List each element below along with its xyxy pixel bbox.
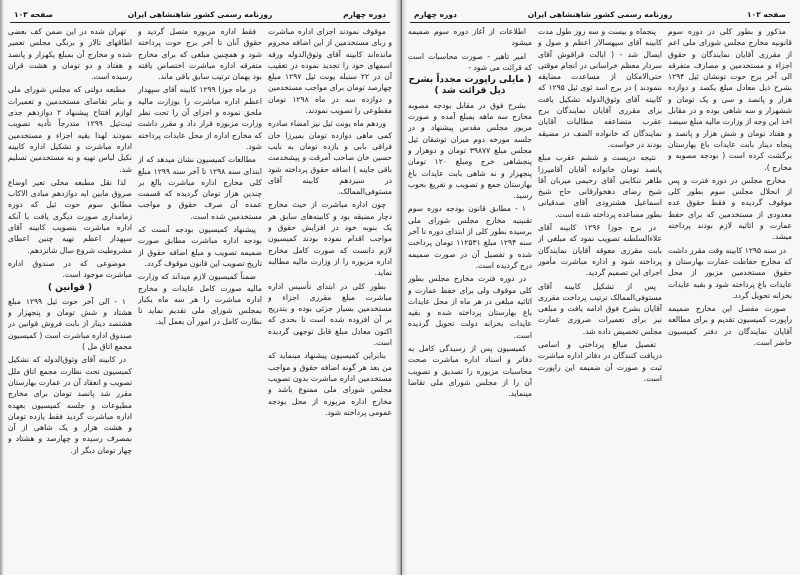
paragraph: موضوعی که در صندوق اداره مباشرت موجود است. xyxy=(8,258,132,280)
text-column xyxy=(268,26,392,569)
paragraph: موقوف نمودند اجزای اداره مباشرت و ربای مستخدمین از این اضافه محروم مانده‌اند کابینه آقای وثوق‌الدوله ورقه اسمهای خود را تجدید نموده در تعقیب آن در ۲۲ سنبله یونت ئیل ۱۲۹۷ مبلغ چهارصد تومان برای مواجب مستخدمین و دوازده سه در ماه ۱۲۹۸ تومان مقطوعی را تصویب نمودند. xyxy=(268,27,392,116)
paragraph: لذا نقل مطبعه محلی تعیر اوضاع صروق مابین ابه دوازدهم مبادی الاکاب مطابق سوم حوت ئیل که دوره زمامداری صورت دیگری یافت با آنکه اداره مباشرت بتصویب کابینه آقای سپهدار اعظم تهیه چنین اعطای مشروطیت شروع سال شانزدهم. xyxy=(8,177,132,255)
section-heading: ( مایلی راپورت مجدداً بشرح ذیل قرائت شد ) xyxy=(408,75,532,97)
page-number: صفحه ۱۰۳ xyxy=(14,10,53,19)
volume-label: دوره چهارم xyxy=(414,10,457,19)
paragraph: کمیسیون پس از رسیدگی کامل به دفاتر و اسناد اداره مباشرت صحت محاسبات مزبوره را تصدیق و تصویب آن را از مجلس شورای ملی تقاضا مینماید. xyxy=(408,344,532,399)
left-page-header xyxy=(10,8,390,23)
paragraph: تفصیل مبالغ پرداختی و اسامی دریافت کنندگان در دفاتر اداره مباشرت ثبت و صورت آن ضمیمه این راپورت است. xyxy=(538,340,662,383)
right-page-columns xyxy=(408,26,792,569)
volume-label: دوره چهارم xyxy=(343,10,386,19)
paragraph: در ماه جوزا ۱۲۹۹ کابینه آقای سپهدار اعظم اداره مباشرت را بوزارت مالیه ملحق نموده و اجزای آن را تحت نظر وزارت مزبوره قرار داد و مقرر داشت که مخارج اداره از محل عایدات پرداخته شود. xyxy=(138,85,262,151)
paragraph: بشرح فوق در مقابل بودجه مصوبه مخارج سه ماهه بمبلغ آمده و صورت مزبور مجلس مقدس پیشنهاد و در جلسه مورخه دوم میزان توشقان ئیل مجلس مبلغ ۳۹۸۷۷ تومان و دوهزار و پنجشاهی خرج ومبلغ ۱۲۰ تومان پنجهزار و نه شاهی بابت عایدات باغ بهارستان جمع و تصویب و تفریغ بحوب رسید. xyxy=(408,100,532,201)
paragraph: امیر تاهیر - صورت محاسبات است که قرائت می شود - xyxy=(408,51,532,72)
paragraph: مطالعات کمیسیون نشان میدهد که از ابتدای سنه ۱۲۹۸ تا آخر سنه ۱۲۹۹ مبلغ کلی مخارج اداره مباشرت بالغ بر چندین هزار تومان گردیده که قسمت عمده آن صرف حقوق و مواجب مستخدمین شده است. xyxy=(138,155,262,221)
paragraph: تهران شده در این ضمن کف بعضی اطاقهای تالار و برنگی مجلس تعمیر شده و مخارج آن بمبلغ یکهزار و پانصد و هفتاد و دو تومان و هشت قران رسیده است. xyxy=(8,27,132,82)
paragraph: وردهم ماه یونت ئیل نیز امضاء صادره کمی ماهی دوازده تومان بمیرزا خان فراقی بابی و یازده تومان به نایب حسین خان صاحب آمرقت و پیشخدمت باقی جاینه ) اضافه حقوق پرداخته شود در سیزدهم کابینه آقای مستوفی‌الممالک. xyxy=(268,119,392,197)
paragraph: چون اداره مباشرت از حیث مخارج دچار مضیقه بود و کابینه‌های سابق هر یک بنوبه خود در افزایش حقوق و مواجب اقدام نموده بودند کمیسیون لازم دانست که صورت کامل مخارج اداره مزبوره را از وزارت مالیه مطالبه نماید. xyxy=(268,200,392,278)
paragraph: مطبعه دولتی که مجلس شورای ملی و بنابر تقاضای مستخدمین و تعمیرات لوازم افتتاح پیشنهاد ۲ دوازدهم جدی ئیت‌ئیل ۱۲۹۹ متدرجاً تأدیه تصویب نمودند لهذا بقیه اجزاء و مستخدمین اداره مباشرت و تشکیل اداره کابینه نکیل لباس تهیه و به مستخدمین تسلیم شد. xyxy=(8,85,132,174)
paragraph: در کابینه آقای وثوق‌الدوله که تشکیل کمیسیون تحت نظارت مجمع اتاق ملل تصویب و انعقاد آن در عمارت بهارستان مقرر شد پانصد تومان برای مخارج مطبوعات و جلسه کمیسیون بعهده اداره مباشرت گردید فقط یازده تومان و هشت هزار و یک شاهی از آن بمصرف رسیده و چهارصد و هشتاد و چهار تومان دیگر از. xyxy=(8,355,132,455)
paragraph: مذکور و بطور کلی در دوره سوم قانونیه مخارج مجلس شورای ملی اعم از مقرری آقایان نمایندگان و حقوق اجزاء و مستخدمین و مصارف متفرقه الی آخر برج حوت تونشان ئیل ۱۲۹۴ بشرح ذیل معادل مبلغ یکصد و دوازده هزار و پانصد و سی و یک تومان و ششهزار و سه شاهی بوده و در مقابل اخذ این وجه از وزارت مالیه مبلغ سیصد و هفتاد تومان و شش هزار و پانصد و پنجاه دینار بابت عایدات باغ بهارستان برگشت کرده است ( بودجه مصوبه و مخارج ). xyxy=(668,27,792,172)
paragraph: صورت مفصل این مخارج ضمیمه راپورت کمیسیون تقدیم و برای مطالعه آقایان نمایندگان در دفتر کمیسیون حاضر است. xyxy=(668,304,792,348)
paragraph: پس از تشکیل کابینه آقای مستوفی‌الممالک ترتیب پرداخت مقرری آقایان بشرح فوق ادامه یافت و مبلغی نیز برای تعمیرات ضروری عمارت مجلس تخصیص داده شد. xyxy=(538,281,662,336)
text-column xyxy=(668,26,792,569)
newspaper-title: روزنامه رسمی کشور شاهنشاهی ایران xyxy=(527,10,673,19)
text-column xyxy=(138,26,262,569)
left-page-columns xyxy=(8,26,392,569)
paragraph: در سنه ۱۲۹۵ کابینه وقت مقرر داشت که مخارج حفاظت عمارت بهارستان و حقوق مستخدمین مزبور از محل عایدات باغ پرداخته شود و بقیه عایدات بخزانه تحویل گردد. xyxy=(668,245,792,300)
text-column xyxy=(408,26,532,569)
paragraph: فقط اداره مزبوره متصل گردید و حقوق آنان تا آخر برج حوت پرداخته شود و همچنین مبلغی که برای مخارج متفرقه اداره مباشرت اختصاص یافته بود بهمان ترتیب سابق باقی ماند. xyxy=(138,27,262,82)
page-number: صفحه ۱۰۲ xyxy=(747,10,786,19)
right-page xyxy=(400,0,800,575)
paragraph: بنابراین کمیسیون پیشنهاد مینماید که من بعد هر گونه اضافه حقوق و مواجب مستخدمین اداره مباشرت بدون تصویب مجلس شورای ملی ممنوع باشد و مخارج اداره مزبوره از محل بودجه عمومی پرداخته شود. xyxy=(268,351,392,417)
book-gutter xyxy=(395,0,407,575)
paragraph: ضمناً کمیسیون لازم میداند که وزارت مالیه صورت کامل عایدات و مخارج اداره مباشرت را هر سه ماه یکبار بمجلس شورای ملی تقدیم نماید تا نظارت کامل در امور آن بعمل آید. xyxy=(138,272,262,327)
paragraph: بطور کلی در ابتدای تأسیس اداره مباشرت مبلغ مقرری اجزاء و مستخدمین بسیار جزئی بوده و بتدریج بر آن افزوده شده است تا بحدی که اکنون معادل مبلغ قابل توجهی گردیده است. xyxy=(268,281,392,348)
text-column xyxy=(538,26,662,569)
paragraph: پنجماه و بیست و سه روز طول مدت کابینه آقای سپهسالار اعظم و صول و ایصال شد - ( ایالت قراقوش آقای سردار معظم خراسانی در انجام موقتی حتی‌الامکان از مساعدت مضایقه ننمودند ) در برج اسد ئوی ئیل ۱۲۹۵ که کابینه آقای وثوق‌الدوله تشکیل یافت برای مقرری آقایان نمایندگان برج عقرب متضاعفه مطالبات آقایان نمایندگان که خانواده الضف در مضیقه بودند در خواست. xyxy=(538,27,662,149)
paragraph: ۱ - الی آخر حوت ئیل ۱۲۹۹ مبلغ هشتاد و شش تومان و پنجهزار و هشتصد دینار از بابت فروش قوانین در صندوق اداره مباشرت است ( کمیسیون مجمع اتاق مل ) xyxy=(8,296,132,352)
paragraph: در برج جوزا ۱۲۹۶ کابینه آقای علاءالسلطنه تصویب نمود که مبلغی از بابت مقرری معوقه آقایان نمایندگان پرداخته شود و اداره مباشرت مأمور اجرای این تصمیم گردید. xyxy=(538,223,662,278)
section-heading: ( قوانین ) xyxy=(47,282,93,293)
right-page-header xyxy=(410,8,790,23)
paragraph: ۱ - مطابق قانون بودجه دوره سوم تقنینیه مخارج مجلس شورای ملی برسیده بطور کلی از ابتدای دوره تا آخر سنه ۱۲۹۴ مبلغ ۱۱۲۵۳۱ تومان پرداخت شده و تفصیل آن در صورت ضمیمه درج گردیده است. xyxy=(408,204,532,270)
paragraph: مخارج مجلس در دوره فترت و پس از انحلال مجلس سوم بطور کلی موقوف گردیده و فقط حقوق عده معدودی از مستخدمین که برای حفظ عمارت و اثاثیه لازم بودند پرداخته میشد. xyxy=(668,175,792,242)
newspaper-title: روزنامه رسمی کشور شاهنشاهی ایران xyxy=(127,10,273,19)
paragraph: نتیجه دریست و ششم عقرب مبلغ پانصد تومان خانواده آقایان آقامیرزا طاهر تنکابنی آقای رحیمی میزبان آقا شیخ رضای دهخوارقانی حاج شیخ اسماعیل هشترودی آقای صدقیانی بطور مساعده پرداخته شده است. xyxy=(538,153,662,219)
paragraph: اطلاعات از آغاز دوره سوم ضمیمه میشود xyxy=(408,27,532,48)
paragraph: در دوره فترت مخارج مجلس بطور کلی موقوف ولی برای حفظ عمارت و اثاثیه مبلغی در هر ماه از محل عایدات باغ بهارستان پرداخته شده و بقیه عایدات بخزانه دولت تحویل گردیده است. xyxy=(408,274,532,340)
paragraph: پیشنهاد کمیسیون بودجه آنست که بودجه اداره مباشرت مطابق صورت ضمیمه تصویب و مبلغ اضافه حقوق از تاریخ تصویب این قانون موقوف گردد. xyxy=(138,225,262,268)
page-edge-shadow xyxy=(0,0,4,575)
text-column xyxy=(8,26,132,569)
